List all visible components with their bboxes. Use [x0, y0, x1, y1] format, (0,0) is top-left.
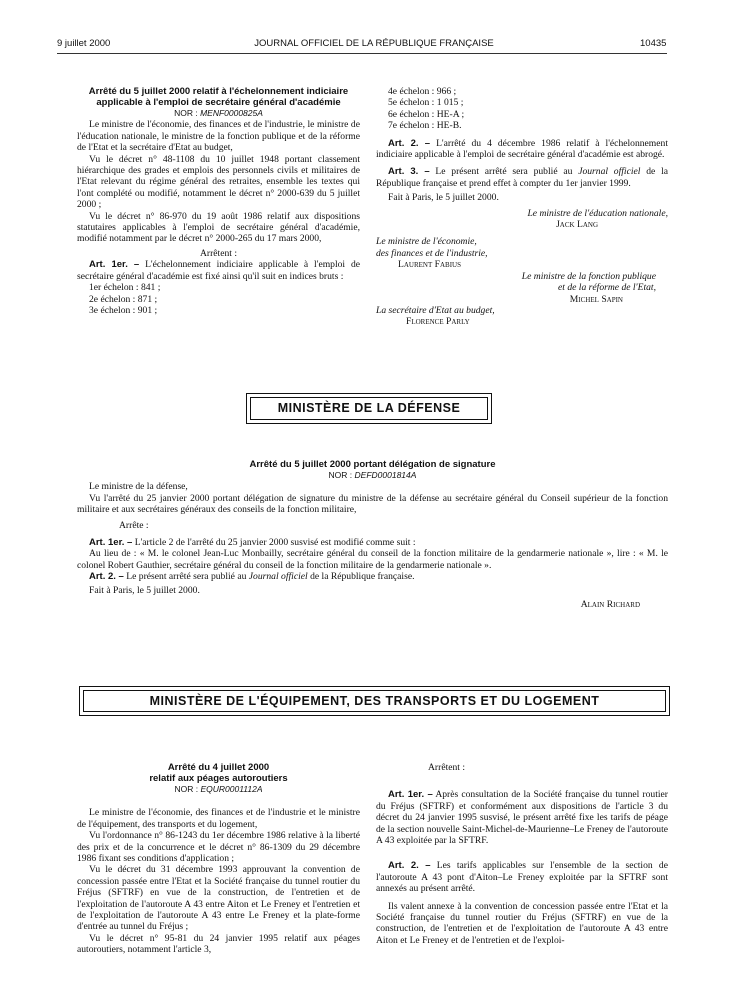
article-title-line1: Arrêté du 5 juillet 2000 relatif à l'échelonnement indiciaire [88, 86, 349, 97]
signature-role: et de la réforme de l'Etat, [558, 282, 656, 294]
article-peages-left [77, 762, 360, 956]
article-1: Art. 1er. – L'article 2 de l'arrêté du 25 janvier 2000 susvisé est modifié comme suit : [89, 537, 416, 549]
article-title-line2: relatif aux péages autoroutiers [149, 773, 288, 784]
fait-a-paris: Fait à Paris, le 5 juillet 2000. [89, 584, 200, 596]
header-page-number: 10435 [640, 38, 667, 49]
echelon-item: 7e échelon : HE-B. [388, 120, 462, 132]
visa-3: Vu le décret n° 95-81 du 24 janvier 1995 relatif aux péages autoroutiers, notamment l'article 3, [77, 932, 360, 956]
signature-role: Le ministre de la fonction publique [521, 270, 656, 282]
signature-role: Le ministre de l'éducation nationale, [527, 207, 668, 219]
visa-2: Vu le décret du 31 décembre 1993 approuvant la convention de concession passée entre l'Etat et la Société française du tunnel routier du Fréjus (SFTRF) en vue de la construction, de l'entretien et de l'exploitation de l'autoroute A 43 entre Aiton et Le Freney et l'entretien et de l'exploitation de l'autoroute A 43 entre Le Freney et la plate-forme d'entrée au tunnel du Fréjus ; [77, 864, 360, 933]
section-heading-equipement [79, 686, 670, 716]
header-journal-title: JOURNAL OFFICIEL DE LA RÉPUBLIQUE FRANÇAISE [254, 38, 494, 49]
signature-name: Florence Parly [406, 316, 470, 328]
echelon-item: 2e échelon : 871 ; [89, 293, 158, 305]
echelon-item: 4e échelon : 966 ; [388, 86, 457, 97]
signature-name: Jack Lang [556, 219, 598, 231]
article-echelonnement-left [77, 86, 360, 316]
echelon-item: 6e échelon : HE-A ; [388, 108, 465, 120]
annex-paragraph: Ils valent annexe à la convention de concession passée entre l'Etat et la Société française du tunnel routier du Fréjus (SFTRF) en vue de la construction, de l'entretien et de l'exploitation de l'autoroute A 43 entre Aiton et Le Freney et de l'entretien et de l'exploi- [376, 900, 668, 946]
fait-a-paris: Fait à Paris, le 5 juillet 2000. [388, 192, 499, 204]
nor-reference: NOR : DEFD0001814A [328, 470, 417, 480]
preamble: Le ministre de l'économie, des finances et de l'industrie et le ministre de l'équipement, des transports et du logement, [77, 807, 360, 830]
article-2: Art. 2. – Les tarifs applicables sur l'ensemble de la section de l'autoroute A 43 pont d'Aiton–Le Freney exploitée par la SFTRF sont annexés au présent arrêté. [376, 860, 668, 895]
article-title-line1: Arrêté du 4 juillet 2000 [167, 762, 270, 773]
echelon-item: 1er échelon : 841 ; [89, 282, 161, 294]
article-title: Arrêté du 5 juillet 2000 portant délégation de signature [249, 459, 496, 470]
visa: Vu l'arrêté du 25 janvier 2000 portant délégation de signature du ministre de la défense au secrétaire général du Conseil supérieur de la fonction militaire et aux secrétaires généraux des conseils de la fonction militaire, [77, 492, 668, 516]
signature-role: Le ministre de l'économie, [376, 236, 477, 248]
visa-1: Vu l'ordonnance n° 86-1243 du 1er décembre 1986 relative à la liberté des prix et de la concurrence et le décret n° 86-1309 du 29 décembre 1986 fixant ses conditions d'application ; [77, 830, 360, 865]
header-rule [57, 53, 667, 54]
arrete-label: Arrête : [119, 519, 149, 531]
article-2: Art. 2. – Le présent arrêté sera publié au Journal officiel de la République française. [89, 571, 415, 583]
article-1: Art. 1er. – Après consultation de la Société française du tunnel routier du Fréjus (SFTRF) et conformément aux dispositions de l'article 3 du décret du 24 janvier 1995 susvisé, le présent arrêté fixe les tarifs de péage de la section nouvelle Saint-Michel-de-Maurienne–Le Freney de l'autoroute A 43 exploitée par la SFTRF. [376, 789, 668, 847]
header-date: 9 juillet 2000 [57, 38, 111, 49]
echelon-item: 5e échelon : 1 015 ; [388, 97, 464, 109]
signature-name: Laurent Fabius [398, 259, 461, 271]
modification-text: Au lieu de : « M. le colonel Jean-Luc Monbailly, secrétaire général du conseil de la fonction militaire de la gendarmerie nationale », lire : « M. le colonel Robert Gauthier, secrétaire général du conseil de la fonction militaire de la gendarmerie nationale ». [77, 548, 668, 571]
article-1: Art. 1er. – L'échelonnement indiciaire applicable à l'emploi de secrétaire général d'académie est fixé ainsi qu'il suit en indices bruts : [77, 259, 360, 282]
nor-reference: NOR : MENF0000825A [174, 108, 263, 118]
signature-name: Alain Richard [580, 599, 640, 611]
signature-role: des finances et de l'industrie, [376, 247, 488, 259]
signature-name: Michel Sapin [569, 293, 623, 305]
arretent-label: Arrêtent : [428, 762, 466, 773]
article-delegation [77, 459, 668, 610]
article-3: Art. 3. – Le présent arrêté sera publié au Journal officiel de la République française et prend effet à compter du 1er janvier 1999. [376, 166, 668, 189]
preamble: Le ministre de l'économie, des finances et de l'industrie, le ministre de l'éducation nationale, le ministre de la fonction publique et de la réforme de l'Etat et la secrétaire d'Etat au budget, [77, 119, 360, 154]
section-heading-defense [246, 393, 492, 424]
preamble: Le ministre de la défense, [89, 481, 188, 493]
article-2: Art. 2. – L'arrêté du 4 décembre 1986 relatif à l'échelonnement indiciaire applicable à l'emploi de secrétaire général d'académie est abrogé. [376, 137, 668, 161]
section-title: MINISTÈRE DE L'ÉQUIPEMENT, DES TRANSPORTS ET DU LOGEMENT [149, 694, 600, 708]
visa-2: Vu le décret n° 86-970 du 19 août 1986 relatif aux dispositions statutaires applicables à l'emploi de secrétaire général d'académie, modifié notamment par le décret n° 2000-265 du 17 mars 2000, [77, 210, 360, 245]
visa-1: Vu le décret n° 48-1108 du 10 juillet 1948 portant classement hiérarchique des grades et emplois des personnels civils et militaires de l'Etat relevant du régime général des retraites, ensemble les textes qui l'ont complété ou modifié, notamment le décret n° 2000-639 du 5 juillet 2000 ; [77, 153, 360, 211]
article-title-line2: applicable à l'emploi de secrétaire général d'académie [96, 97, 341, 108]
nor-reference: NOR : EQUR0001112A [174, 784, 263, 794]
article-peages-right [376, 762, 668, 946]
section-title: MINISTÈRE DE LA DÉFENSE [277, 401, 461, 415]
arretent-label: Arrêtent : [199, 247, 238, 259]
echelon-item: 3e échelon : 901 ; [89, 304, 158, 316]
signature-role: La secrétaire d'Etat au budget, [376, 304, 495, 316]
article-echelonnement-right [376, 86, 668, 328]
